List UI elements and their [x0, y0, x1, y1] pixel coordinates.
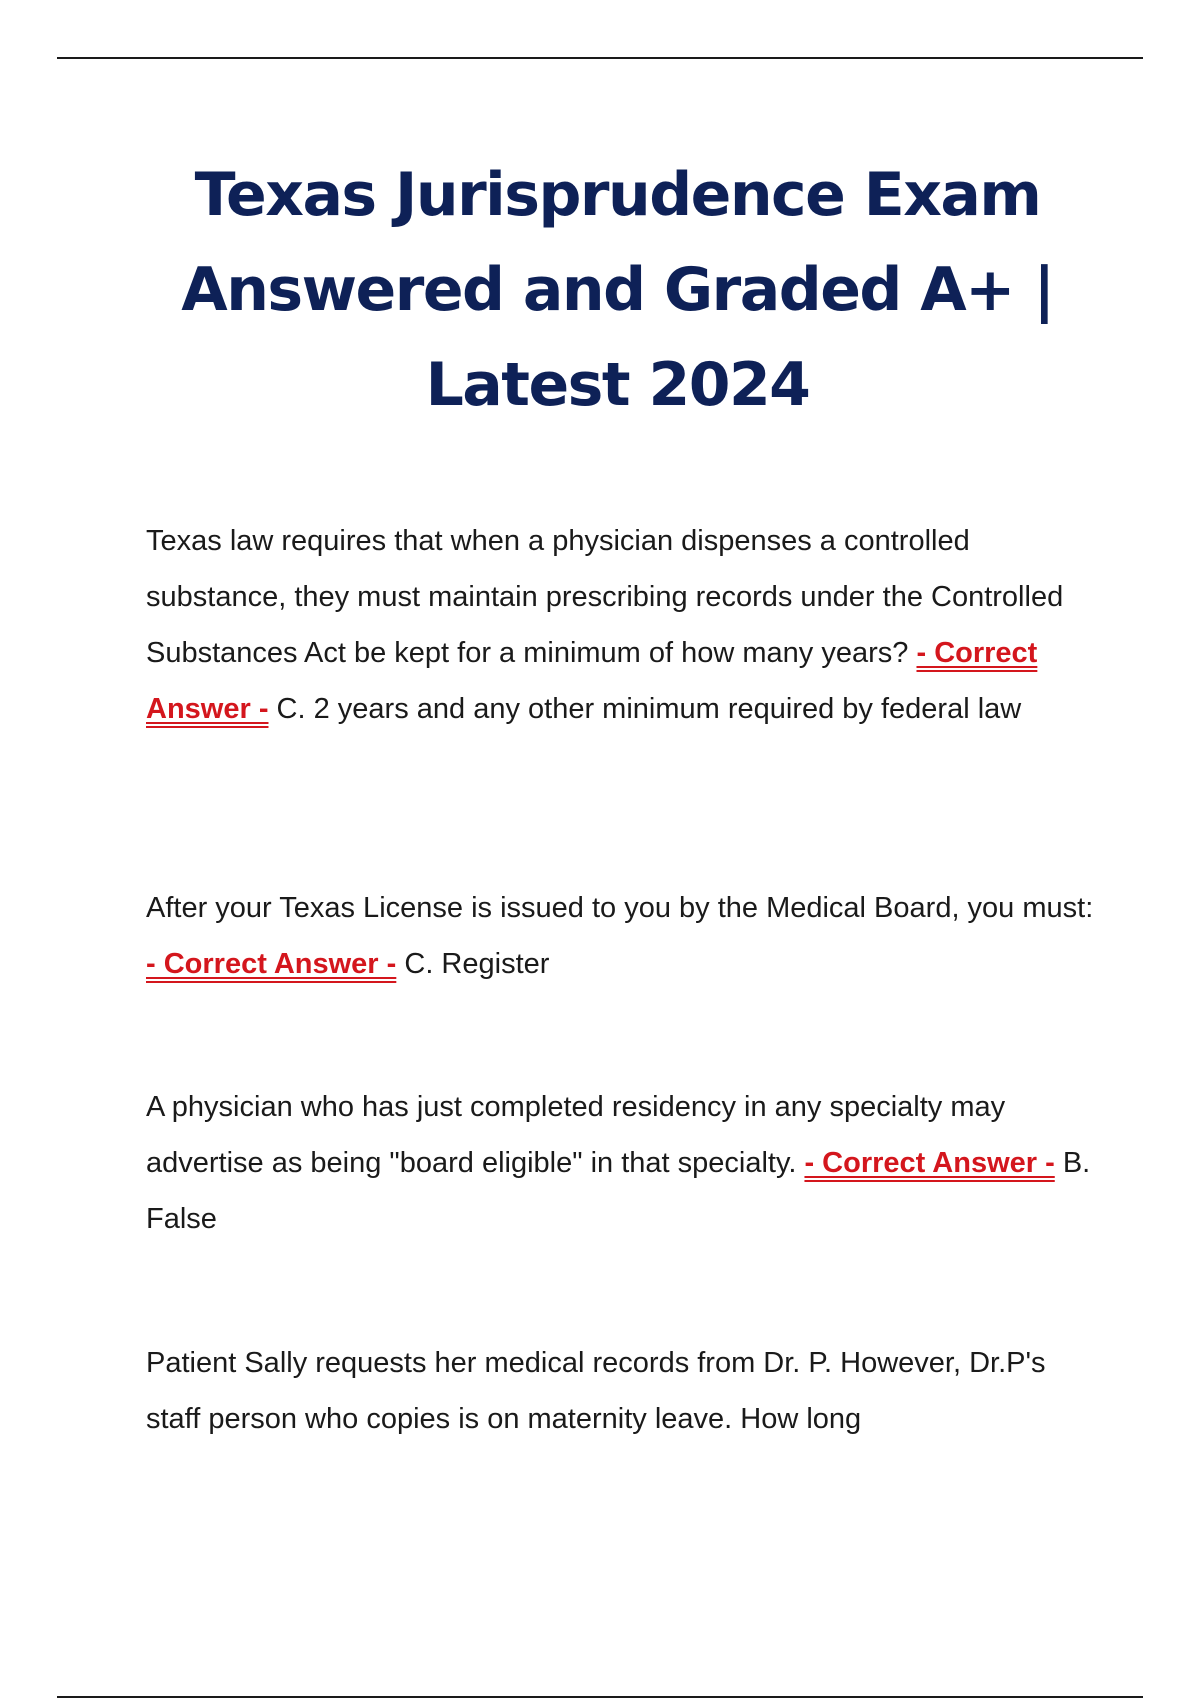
footer-rule: [57, 1696, 1143, 1698]
correct-answer-marker: - Correct Answer -: [804, 1147, 1055, 1179]
document-title: [100, 148, 1135, 433]
question-text: Texas law requires that when a physician dispenses a controlled substance, they must maintain prescribing records under the Controlled Substances Act be kept for a minimum of how many years?: [146, 525, 1064, 669]
qa-item: [146, 880, 1096, 992]
correct-answer-marker: - Correct Answer -: [146, 637, 1038, 725]
header-rule: [57, 57, 1143, 59]
title-line-2: Answered and Graded A+ |: [181, 255, 1054, 325]
answer-text: B. False: [146, 1147, 1091, 1235]
qa-item: [146, 1335, 1096, 1447]
question-text: A physician who has just completed residency in any specialty may advertise as being "board eligible" in that specialty.: [146, 1091, 1006, 1179]
correct-answer-marker: - Correct Answer -: [146, 948, 397, 980]
answer-text: C. Register: [404, 948, 550, 980]
answer-text: C. 2 years and any other minimum required by federal law: [276, 693, 1022, 725]
qa-item: [146, 1079, 1096, 1247]
question-text: Patient Sally requests her medical records from Dr. P. However, Dr.P's staff person who copies is on maternity leave. How long: [146, 1347, 1046, 1435]
qa-item: [146, 513, 1096, 737]
title-line-1: Texas Jurisprudence Exam: [194, 160, 1041, 230]
question-text: After your Texas License is issued to you by the Medical Board, you must:: [146, 892, 1094, 924]
title-line-3: Latest 2024: [425, 350, 810, 420]
